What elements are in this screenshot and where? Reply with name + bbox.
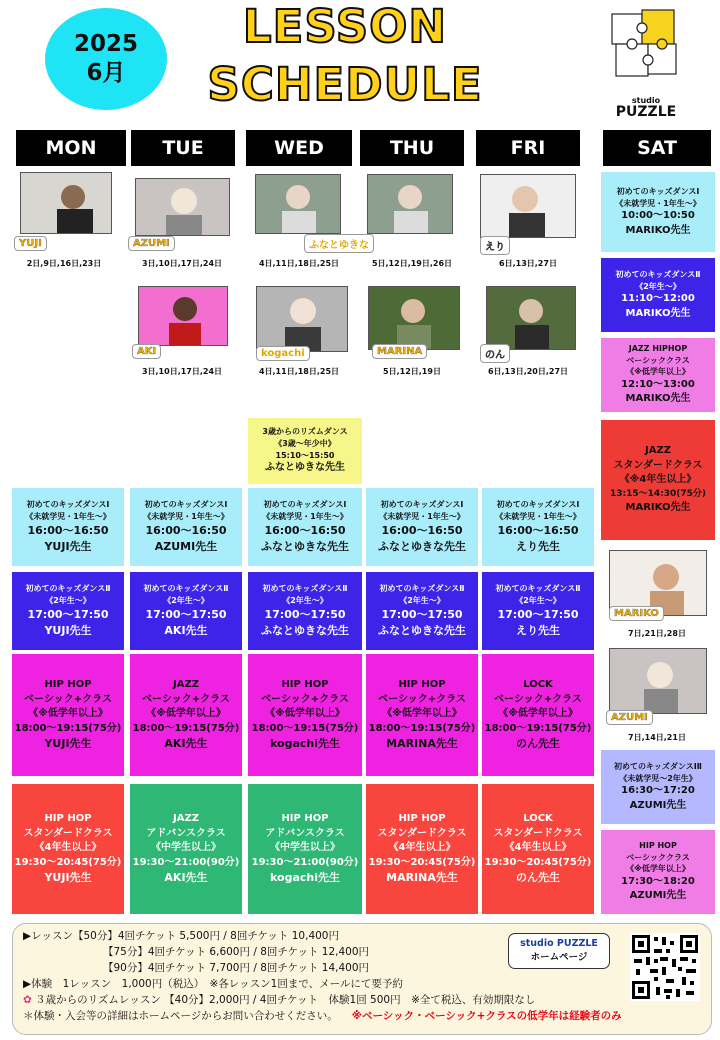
class-adv-fri: LOCK スタンダードクラス 《4年生以上》 19:30～20:45(75分) のん先生: [482, 784, 594, 914]
studio-puzzle-logo: [610, 6, 682, 124]
instructor-photo-non: [486, 286, 576, 350]
class-adv-tue: JAZZ アドバンスクラス 《中学生以上》 19:30～21:00(90分) AKI先生: [130, 784, 242, 914]
instructor-dates-mariko: 7日,21日,28日: [628, 629, 686, 638]
instructor-photo-kogachi: [256, 286, 348, 352]
instructor-tag-marina: MARINA: [372, 344, 427, 359]
class-kids2-thu: 初めてのキッズダンスⅡ 《2年生～》 17:00～17:50 ふなとゆきな先生: [366, 572, 478, 650]
class-sat-hiphop: HIP HOP ベーシッククラス 《※低学年以上》 17:30～18:20 AZUMI先生: [601, 830, 715, 914]
class-kids1-tue: 初めてのキッズダンスⅠ 《未就学児・1年生～》 16:00～16:50 AZUMI先生: [130, 488, 242, 566]
class-rhythm-wed: 3歳からのリズムダンス 《3歳～年少中》 15:10～15:50 ふなとゆきな先生: [248, 418, 362, 484]
instructor-tag-azumi-sat: AZUMI: [606, 710, 653, 725]
instructor-tag-non: のん: [480, 344, 510, 363]
instructor-photo-eri: [480, 174, 576, 238]
instructor-dates-non: 6日,13日,20日,27日: [487, 367, 569, 376]
class-kids2-tue: 初めてのキッズダンスⅡ 《2年生～》 17:00～17:50 AKI先生: [130, 572, 242, 650]
class-sat-kids1: 初めてのキッズダンスⅠ 《未就学児・1年生～》 10:00～10:50 MARIKO先生: [601, 172, 715, 252]
instructor-photo-azumi: [135, 178, 230, 236]
instructor-photo-funato-1: [255, 174, 341, 234]
class-sat-jazz: JAZZ スタンダードクラス 《※4年生以上》 13:15～14:30(75分) MARIKO先生: [601, 420, 715, 540]
flower-icon: ✿: [23, 993, 36, 1006]
class-basic-thu: HIP HOP ベーシック+クラス 《※低学年以上》 18:00～19:15(75分) MARINA先生: [366, 654, 478, 776]
class-basic-mon: HIP HOP ベーシック+クラス 《※低学年以上》 18:00～19:15(75分) YUJI先生: [12, 654, 124, 776]
month-badge: [45, 8, 167, 110]
title-line1: LESSON: [242, 0, 448, 53]
contact-line: ＊体験・入会等の詳細はホームページからお問い合わせください。 ※ベーシック・ベーシック+クラスの低学年は経験者のみ: [23, 1009, 622, 1022]
qr-code-icon[interactable]: [630, 933, 700, 1001]
instructor-dates-kogachi: 4日,11日,18日,25日: [258, 367, 340, 376]
class-adv-wed: HIP HOP アドバンスクラス 《中学生以上》 19:30～21:00(90分) kogachi先生: [248, 784, 362, 914]
day-header-wed: WED: [246, 130, 352, 166]
title-line2: SCHEDULE: [207, 58, 483, 111]
day-header-mon: MON: [16, 130, 126, 166]
instructor-photo-aki: [138, 286, 228, 346]
month-text: 6月: [86, 60, 126, 86]
instructor-photo-funato-2: [367, 174, 453, 234]
class-sat-kids2: 初めてのキッズダンスⅡ 《2年生～》 11:10～12:00 MARIKO先生: [601, 258, 715, 332]
instructor-dates-eri: 6日,13日,27日: [499, 259, 557, 268]
class-basic-fri: LOCK ベーシック+クラス 《※低学年以上》 18:00～19:15(75分) のん先生: [482, 654, 594, 776]
instructor-dates-yuji: 2日,9日,16日,23日: [26, 259, 102, 268]
price-line-50: ▶レッスン【50分】4回チケット 5,500円 / 8回チケット 10,400円: [23, 930, 339, 942]
class-kids2-mon: 初めてのキッズダンスⅡ 《2年生～》 17:00～17:50 YUJI先生: [12, 572, 124, 650]
instructor-dates-funato-thu: 5日,12日,19日,26日: [371, 259, 453, 268]
instructor-photo-azumi-sat: [609, 648, 707, 714]
class-basic-wed: HIP HOP ベーシック+クラス 《※低学年以上》 18:00～19:15(75分) kogachi先生: [248, 654, 362, 776]
day-header-thu: THU: [360, 130, 464, 166]
trial-line: ▶体験 1レッスン 1,000円（税込） ※各レッスン1回まで、メールにて要予約: [23, 977, 403, 990]
instructor-dates-aki: 3日,10日,17日,24日: [141, 367, 223, 376]
instructor-tag-aki: AKI: [132, 344, 161, 359]
instructor-dates-marina: 5日,12日,19日: [383, 367, 441, 376]
class-sat-kids12: 初めてのキッズダンスⅠⅡ 《未就学児～2年生》 16:30～17:20 AZUMI先生: [601, 750, 715, 824]
class-kids1-wed: 初めてのキッズダンスⅠ 《未就学児・1年生～》 16:00～16:50 ふなとゆきな先生: [248, 488, 362, 566]
class-adv-mon: HIP HOP スタンダードクラス 《4年生以上》 19:30～20:45(75分) YUJI先生: [12, 784, 124, 914]
class-sat-jazzhiphop: JAZZ HIPHOP ベーシッククラス 《※低学年以上》 12:10～13:00 MARIKO先生: [601, 338, 715, 412]
instructor-tag-eri: えり: [480, 236, 510, 255]
class-kids2-fri: 初めてのキッズダンスⅡ 《2年生～》 17:00～17:50 えり先生: [482, 572, 594, 650]
puzzle-icon: [610, 6, 682, 92]
instructor-tag-funato: ふなとゆきな: [304, 234, 374, 253]
instructor-tag-yuji: YUJI: [14, 236, 47, 251]
logo-studio-text: studio: [631, 96, 661, 105]
day-header-sat: SAT: [603, 130, 711, 166]
class-adv-thu: HIP HOP スタンダードクラス 《4年生以上》 19:30～20:45(75分) MARINA先生: [366, 784, 478, 914]
class-kids1-thu: 初めてのキッズダンスⅠ 《未就学児・1年生～》 16:00～16:50 ふなとゆきな先生: [366, 488, 478, 566]
instructor-photo-yuji: [20, 172, 112, 234]
instructor-tag-kogachi: kogachi: [256, 346, 310, 361]
price-line-90: 【90分】4回チケット 7,700円 / 8回チケット 14,400円: [103, 961, 370, 974]
year-text: 2025: [73, 31, 138, 58]
rhythm-price-line: ✿ ３歳からのリズムレッスン 【40分】2,000円 / 4回チケット 体験1回 500円 ※全て税込、有効期限なし: [23, 993, 536, 1006]
instructor-tag-azumi: AZUMI: [128, 236, 175, 251]
class-kids2-wed: 初めてのキッズダンスⅡ 《2年生～》 17:00～17:50 ふなとゆきな先生: [248, 572, 362, 650]
studio-homepage-button[interactable]: studio PUZZLE ホームページ: [508, 933, 610, 969]
instructor-dates-funato-wed: 4日,11日,18日,25日: [258, 259, 340, 268]
class-kids1-fri: 初めてのキッズダンスⅠ 《未就学児・1年生～》 16:00～16:50 えり先生: [482, 488, 594, 566]
price-line-75: 【75分】4回チケット 6,600円 / 8回チケット 12,400円: [103, 945, 370, 958]
footer-note: ※ベーシック・ベーシック+クラスの低学年は経験者のみ: [351, 1009, 622, 1022]
logo-name-text: PUZZLE: [615, 104, 677, 120]
instructor-tag-mariko: MARIKO: [609, 606, 664, 621]
day-header-fri: FRI: [476, 130, 580, 166]
class-kids1-mon: 初めてのキッズダンスⅠ 《未就学児・1年生～》 16:00～16:50 YUJI先生: [12, 488, 124, 566]
class-basic-tue: JAZZ ベーシック+クラス 《※低学年以上》 18:00～19:15(75分) AKI先生: [130, 654, 242, 776]
instructor-photo-marina: [368, 286, 460, 350]
instructor-dates-azumi-sat: 7日,14日,21日: [628, 733, 686, 742]
day-header-tue: TUE: [131, 130, 235, 166]
instructor-dates-azumi: 3日,10日,17日,24日: [141, 259, 223, 268]
